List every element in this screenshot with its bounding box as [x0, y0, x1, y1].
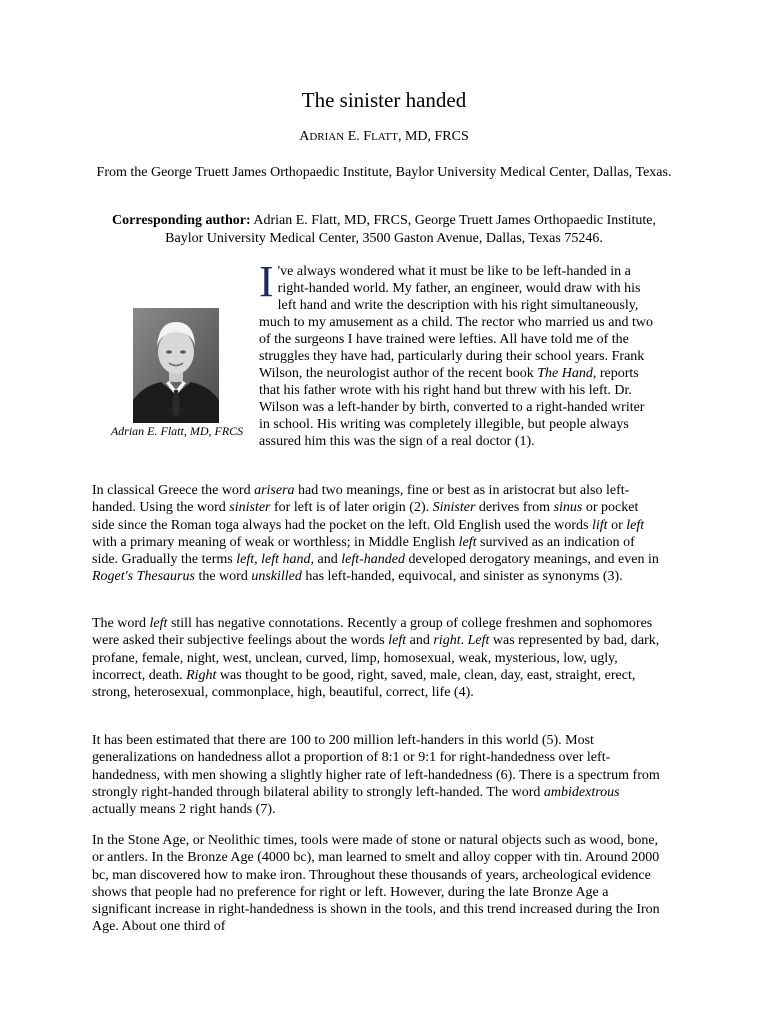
drop-cap: I [259, 257, 274, 306]
body-paragraph-connotations: The word left still has negative connotations. Recently a group of college freshmen and sophomores were asked their subjective feelings about the words left and right. Left was represented by bad, dark, profane, female, night, west, unclean, curved, limp, homosexual, weak, mysterious, low, ugly, incorrect, death. Right was thought to be good, right, saved, male, clean, day, east, straight, erect, strong, heterosexual, commonplace, high, beautiful, correct, life (4). [92, 616, 660, 701]
author-line: ADRIAN E. FLATT, MD, FRCS [299, 129, 469, 144]
body-paragraph-history: In the Stone Age, or Neolithic times, tools were made of stone or natural objects such as wood, bone, or antlers. In the Bronze Age (4000 bc), man learned to smelt and alloy copper with tin. Around 2000 bc, man discovered how to make iron. Throughout these thousands of years, archeological evidence shows that people had no preference for right or left. However, during the late Bronze Age a significant increase in right-handedness is shown in the tools, and this trend increased during the Iron Age. About one third of [92, 833, 660, 935]
author-photo [133, 308, 219, 423]
corresponding-label: Corresponding author: [112, 213, 251, 228]
affiliation: From the George Truett James Orthopaedic Institute, Baylor University Medical Center, Dallas, Texas. [96, 165, 672, 180]
photo-caption: Adrian E. Flatt, MD, FRCS [110, 424, 244, 438]
article-title: The sinister handed [301, 88, 467, 112]
intro-paragraph: I 've always wondered what it must be like to be left-handed in a right-handed world. My father, an engineer, would draw with his left hand and write the description with his right simultaneously, much to my amusement as a child. The rector who married us and two of the surgeons I have trained were lefties. All have told me of the struggles they have had, particularly during their school years. Frank Wilson, the neurologist author of the recent book The Hand, reports that his father wrote with his right hand but threw with his left. Dr. Wilson was a left-hander by birth, converted to a right-handed writer in school. His writing was completely illegible, but people always assured him this was the sign of a real doctor (1). [259, 257, 653, 449]
body-paragraph-estimates: It has been estimated that there are 100 to 200 million left-handers in this world (5). Most generalizations on handedness allot a proportion of 8:1 or 9:1 for right-handedness over left-handedness, with men showing a slightly higher rate of left-handedness (6). There is a spectrum from strongly right-handed through bilateral ability to strongly left-handed. The word ambidextrous actually means 2 right hands (7). [92, 733, 660, 818]
corresponding-author: Corresponding author: Adrian E. Flatt, MD, FRCS, George Truett James Orthopaedic Institute, Baylor University Medical Center, 3500 Gaston Avenue, Dallas, Texas 75246. [112, 213, 656, 246]
body-paragraph-etymology: In classical Greece the word arisera had two meanings, fine or best as in aristocrat but also left-handed. Using the word sinister for left is of later origin (2). Sinister derives from sinus or pocket side since the Roman toga always had the pocket on the left. Old English used the words lift or left with a primary meaning of weak or worthless; in Middle English left survived as an indication of side. Gradually the terms left, left hand, and left-handed developed derogatory meanings, and even in Roget's Thesaurus the word unskilled has left-handed, equivocal, and sinister as synonyms (3). [92, 483, 659, 585]
author-portrait-image [133, 308, 219, 423]
